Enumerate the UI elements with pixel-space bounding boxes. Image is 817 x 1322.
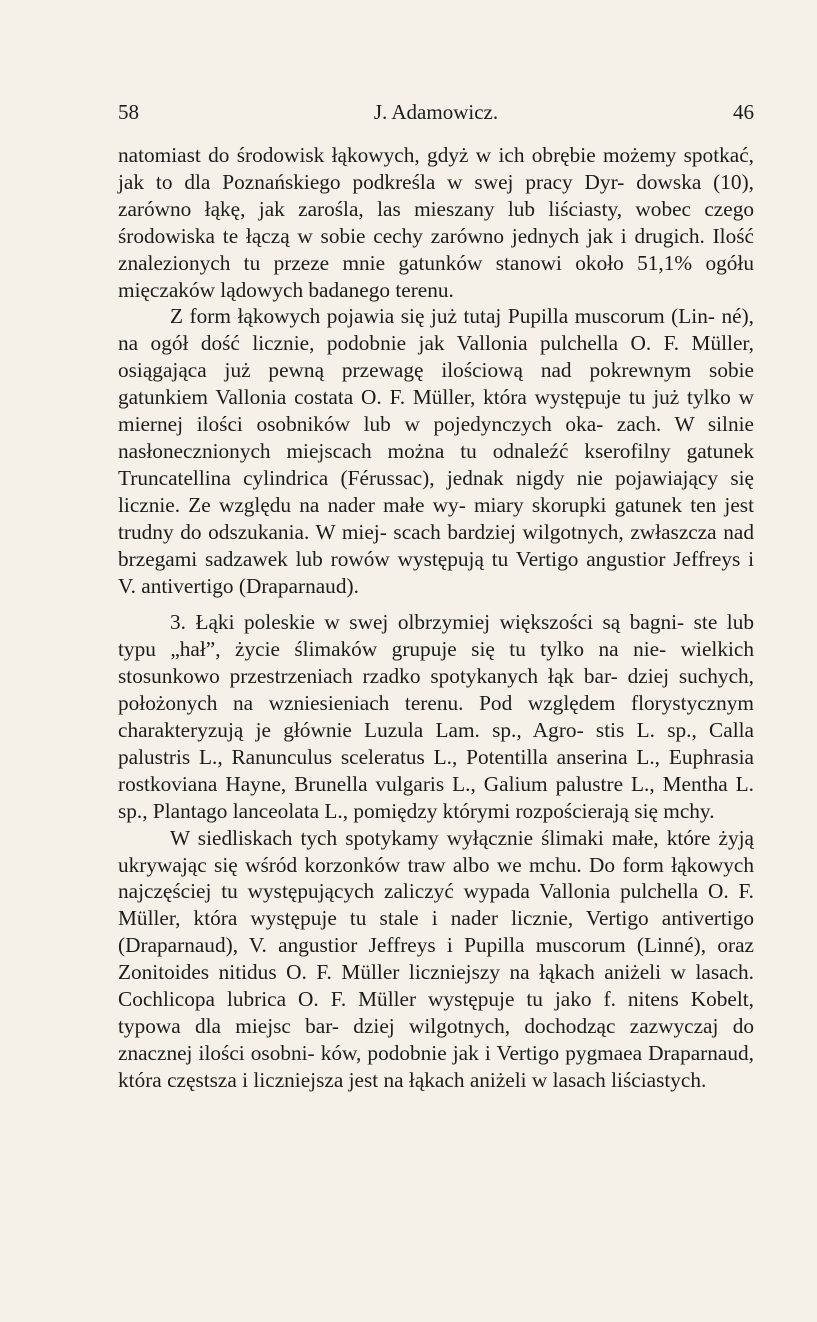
paragraph-1: natomiast do środowisk łąkowych, gdyż w ich obrębie możemy spotkać, jak to dla Poznańskiego podkreśla w swej pracy Dyr- dowska (10), zarówno łąkę, jak zarośla, las mieszany lub liściasty, wobec czego środowiska te łączą w sobie cechy zarówno jednych jak i drugich. Ilość znalezionych tu przeze mnie gatunków stanowi około 51,1% ogółu mięczaków lądowych badanego terenu. xyxy=(118,143,754,302)
page-number-right: 46 xyxy=(733,100,754,124)
page-header xyxy=(118,100,754,126)
page-number-left: 58 xyxy=(118,100,139,124)
running-head: J. Adamowicz. xyxy=(373,100,499,124)
paragraph-4: W siedliskach tych spotykamy wyłącznie ślimaki małe, które żyją ukrywając się wśród korzonków traw albo we mchu. Do form łąkowych najczęściej tu występujących zaliczyć wypada Vallonia pulchella O. F. Müller, która występuje tu stale i nader licznie, Vertigo antivertigo (Draparnaud), V. angustior Jeffreys i Pupilla muscorum (Linné), oraz Zonitoides nitidus O. F. Müller liczniejszy na łąkach aniżeli w lasach. Cochlicopa lubrica O. F. Müller występuje tu jako f. nitens Kobelt, typowa dla miejsc bar- dziej wilgotnych, dochodząc zazwyczaj do znacznej ilości osobni- ków, podobnie jak i Vertigo pygmaea Draparnaud, która częstsza i liczniejsza jest na łąkach aniżeli w lasach liściastych. xyxy=(118,825,754,1092)
body-text xyxy=(118,142,754,1094)
paragraph-3: 3. Łąki poleskie w swej olbrzymiej większości są bagni- ste lub typu „hał”, życie ślimaków grupuje się tu tylko na nie- wielkich stosunkowo przestrzeniach rzadko spotykanych łąk bar- dziej suchych, położonych na wzniesieniach terenu. Pod względem florystycznym charakteryzują je głównie Luzula Lam. sp., Agro- stis L. sp., Calla palustris L., Ranunculus sceleratus L., Potentilla anserina L., Euphrasia rostkoviana Hayne, Brunella vulgaris L., Galium palustre L., Mentha L. sp., Plantago lanceolata L., pomiędzy którymi rozpościerają się mchy. xyxy=(118,610,754,823)
paragraph-2: Z form łąkowych pojawia się już tutaj Pupilla muscorum (Lin- né), na ogół dość licznie, podobnie jak Vallonia pulchella O. F. Müller, osiągająca już pewną przewagę ilościową nad pokrewnym sobie gatunkiem Vallonia costata O. F. Müller, która występuje tu już tylko w miernej ilości osobników lub w pojedynczych oka- zach. W silnie nasłonecznionych miejscach można tu odnaleźć kserofilny gatunek Truncatellina cylindrica (Férussac), jednak nigdy nie pojawiający się licznie. Ze względu na nader małe wy- miary skorupki gatunek ten jest trudny do odszukania. W miej- scach bardziej wilgotnych, zwłaszcza nad brzegami sadzawek lub rowów występują tu Vertigo angustior Jeffreys i V. antivertigo (Draparnaud). xyxy=(118,304,754,598)
